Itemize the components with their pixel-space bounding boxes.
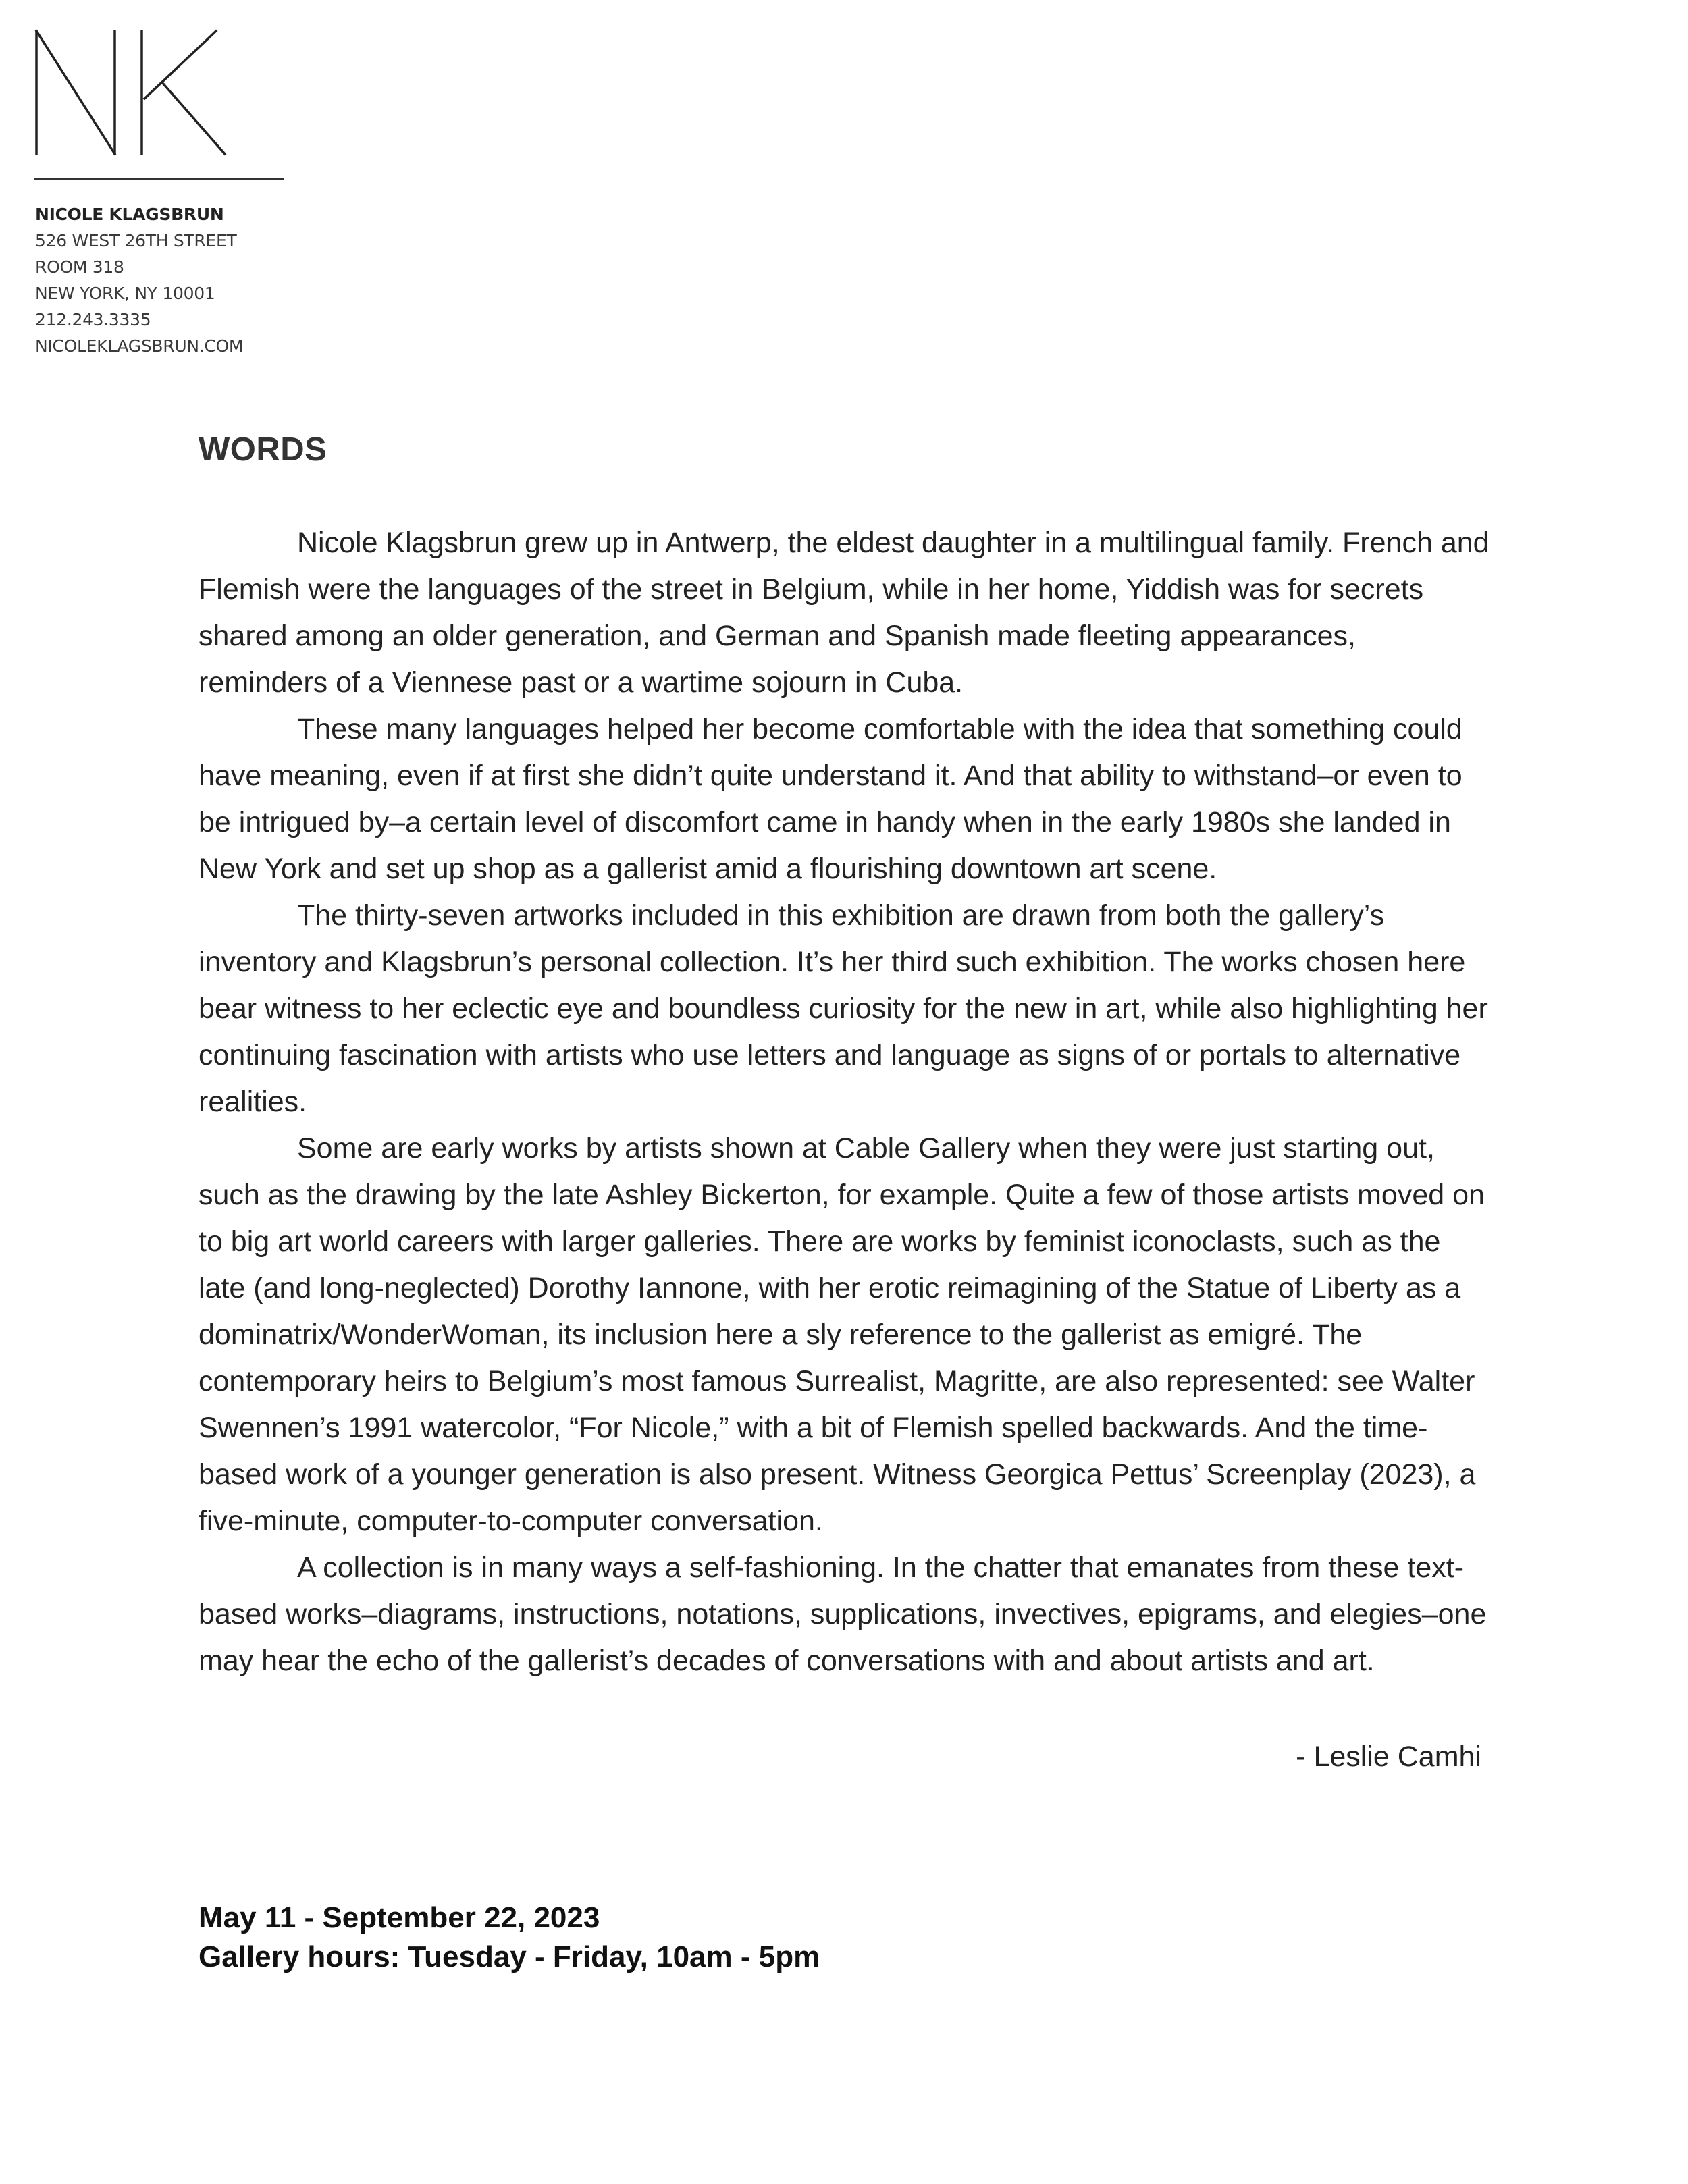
letterhead-divider: [34, 178, 284, 180]
gallery-phone: 212.243.3335: [35, 310, 151, 329]
essay-paragraph: A collection is in many ways a self-fashioning. In the chatter that emanates from these text-based works–diagrams, instructions, notations, supplications, invectives, epigrams, and elegies–one may hear the echo of the gallerist’s decades of conversations with and about artists and art.: [199, 1551, 1487, 1677]
essay-body: [199, 520, 1489, 1684]
address-city: NEW YORK, NY 10001: [35, 284, 215, 303]
essay-paragraph: Nicole Klagsbrun grew up in Antwerp, the eldest daughter in a multilingual family. French and Flemish were the languages of the street in Belgium, while in her home, Yiddish was for secrets shared among an older generation, and German and Spanish made fleeting appearances, reminders of a Viennese past or a wartime sojourn in Cuba.: [199, 527, 1489, 699]
essay-paragraph: These many languages helped her become comfortable with the idea that something could have meaning, even if at first she didn’t quite understand it. And that ability to withstand–or even to be intrigued by–a certain level of discomfort came in handy when in the early 1980s she landed in New York and set up shop as a gallerist amid a flourishing downtown art scene.: [199, 713, 1462, 885]
essay-paragraph: Some are early works by artists shown at Cable Gallery when they were just starting out, such as the drawing by the late Ashley Bickerton, for example. Quite a few of those artists moved on to big art world careers with larger galleries. There are works by feminist iconoclasts, such as the late (and long-neglected) Dorothy Iannone, with her erotic reimagining of the Statue of Liberty as a dominatrix/WonderWoman, its inclusion here a sly reference to the gallerist as emigré. The contemporary heirs to Belgium’s most famous Surrealist, Magritte, are also represented: see Walter Swennen’s 1991 watercolor, “For Nicole,” with a bit of Flemish spelled backwards. And the time-based work of a younger generation is also present. Witness Georgica Pettus’ Screenplay (2023), a five-minute, computer-to-computer conversation.: [199, 1132, 1485, 1537]
gallery-address: [35, 201, 243, 359]
gallery-name: NICOLE KLAGSBRUN: [35, 205, 224, 224]
exhibition-dates: May 11 - September 22, 2023: [199, 1901, 600, 1934]
author-signature: - Leslie Camhi: [1296, 1740, 1481, 1773]
essay-paragraph: The thirty-seven artworks included in this exhibition are drawn from both the gallery’s inventory and Klagsbrun’s personal collection. It’s her third such exhibition. The works chosen here bear witness to her eclectic eye and boundless curiosity for the new in art, while also highlighting her continuing fascination with artists who use letters and language as signs of or portals to alternative realities.: [199, 899, 1488, 1118]
address-room: ROOM 318: [35, 257, 124, 277]
gallery-website: NICOLEKLAGSBRUN.COM: [35, 336, 244, 356]
document-title: WORDS: [199, 431, 327, 468]
exhibition-info: [199, 1898, 820, 1977]
gallery-hours: Gallery hours: Tuesday - Friday, 10am - 5pm: [199, 1940, 820, 1973]
nk-logo: [34, 28, 236, 157]
address-street: 526 WEST 26TH STREET: [35, 231, 237, 250]
